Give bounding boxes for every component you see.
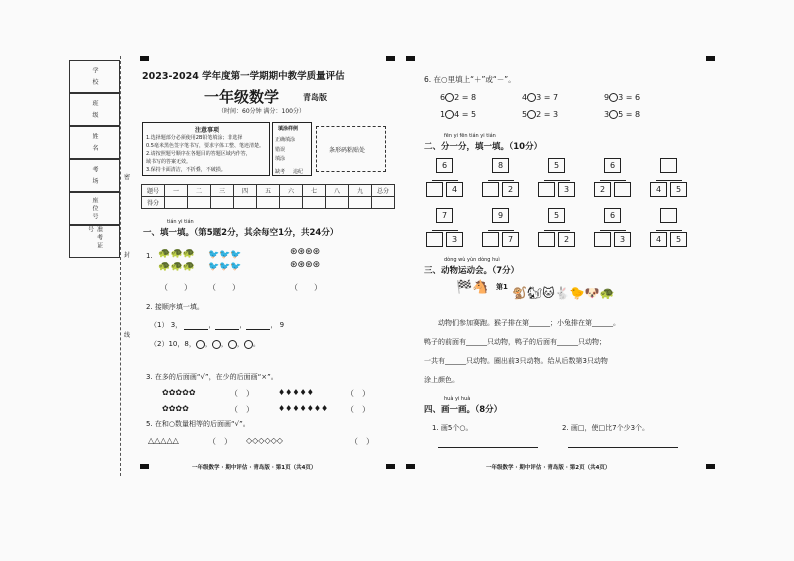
- split-right-box: 3: [614, 232, 631, 247]
- table-header-cell: 一: [165, 185, 188, 197]
- section-3-title: 三、动物运动会。（7分）: [424, 266, 520, 276]
- split-right-box: 2: [558, 232, 575, 247]
- split-connector: [656, 180, 682, 181]
- table-header-cell: 三: [211, 185, 234, 197]
- notice-box: [142, 122, 270, 176]
- sidebar-field-name: 姓 名: [69, 126, 120, 159]
- bird-picture-icon: 🐦🐦🐦: [208, 250, 242, 260]
- table-header-cell: 八: [326, 185, 349, 197]
- violation-label: 违纪: [293, 169, 304, 175]
- sidebar-field-seat: 座位号: [69, 192, 120, 225]
- operator-circle[interactable]: [527, 93, 536, 102]
- notice-line: 2.请按照题号顺序在各题目的答题区域内作答，: [146, 151, 251, 157]
- question-6: 6. 在○里填上“＋”或“－”。: [424, 75, 516, 84]
- section-pinyin: huà yi huà: [444, 396, 471, 402]
- split-right-box: 5: [670, 182, 687, 197]
- answer-blank[interactable]: （ ）: [230, 389, 254, 398]
- score-cell[interactable]: [234, 197, 257, 209]
- section-pinyin: dòng wù yùn dòng huì: [444, 257, 500, 263]
- sidebar-field-exam-id: 准考证号: [69, 225, 120, 258]
- sidebar-field-class: 班 级: [69, 93, 120, 126]
- table-header-cell: 九: [349, 185, 372, 197]
- split-left-box[interactable]: [482, 182, 499, 197]
- answer-circle[interactable]: [196, 340, 205, 349]
- race-animals-picture-icon: 🏁🐴: [456, 280, 489, 295]
- split-connector: [432, 180, 458, 181]
- operator-circle[interactable]: [445, 93, 454, 102]
- split-left-box[interactable]: [594, 232, 611, 247]
- notice-line: 域书写的答案无效。: [146, 159, 192, 165]
- answer-blank[interactable]: （ ）: [208, 283, 240, 292]
- flower-picture-icon: ✿✿✿✿: [162, 404, 189, 413]
- split-right-box: 3: [558, 182, 575, 197]
- registration-mark: [406, 56, 415, 61]
- score-cell[interactable]: [257, 197, 280, 209]
- split-top-box: 8: [492, 158, 509, 173]
- question-4-2: 2. 画□，使□比7个少3个。: [562, 424, 650, 432]
- score-cell[interactable]: [188, 197, 211, 209]
- seal-char: 线: [124, 332, 131, 339]
- barcode-label: 条形码粘贴处: [329, 147, 366, 154]
- split-top-box: 5: [548, 158, 565, 173]
- split-top-box: 6: [604, 158, 621, 173]
- split-connector: [432, 230, 458, 231]
- split-right-box[interactable]: [614, 182, 631, 197]
- answer-line[interactable]: [246, 322, 270, 330]
- split-top-box: 9: [492, 208, 509, 223]
- split-top-box[interactable]: [660, 208, 677, 223]
- table-header-cell: 四: [234, 185, 257, 197]
- registration-mark: [386, 464, 395, 469]
- split-right-box: 2: [502, 182, 519, 197]
- split-left-box[interactable]: [538, 232, 555, 247]
- split-left-box[interactable]: [426, 182, 443, 197]
- split-left-box: 4: [650, 232, 667, 247]
- score-cell[interactable]: [372, 197, 395, 209]
- section-pinyin: fēn yi fēn tián yi tián: [444, 133, 496, 139]
- q2-value: 9: [279, 321, 285, 329]
- registration-mark: [706, 56, 715, 61]
- missing-label: 缺考: [275, 169, 286, 175]
- table-row: [142, 197, 395, 209]
- abacus-picture-icon: ⊛⊛⊛⊛: [290, 247, 321, 257]
- seal-char: 封: [124, 252, 131, 259]
- notice-line: 0.5毫米黑色签字笔书写，要求字体工整、笔迹清楚。: [146, 143, 264, 149]
- score-cell[interactable]: [165, 197, 188, 209]
- fill-sample-title: 填涂样例: [278, 126, 299, 132]
- equation: 1 4 = 5: [440, 110, 477, 119]
- table-header-cell: 六: [280, 185, 303, 197]
- fill-sample-row: 正确填涂: [275, 137, 296, 143]
- split-top-box: 6: [436, 158, 453, 173]
- table-row-label: 得分: [142, 197, 165, 209]
- answer-line[interactable]: [215, 322, 239, 330]
- answer-blank[interactable]: （ ）: [160, 283, 192, 292]
- question-number: 1.: [146, 252, 153, 260]
- operator-circle[interactable]: [609, 110, 618, 119]
- split-top-box: 5: [548, 208, 565, 223]
- split-left-box[interactable]: [426, 232, 443, 247]
- split-top-box: 7: [436, 208, 453, 223]
- race-animals-picture-icon: 🐒🐿🐱🐇🐤🐶🐢: [512, 286, 615, 300]
- table-header-cell: 二: [188, 185, 211, 197]
- registration-mark: [386, 56, 395, 61]
- section-3-line: 鸭子的前面有______只动物，鸭子的后面有______只动物；: [424, 338, 606, 346]
- sidebar-field-school: 学 校: [69, 60, 120, 93]
- answer-circle[interactable]: [228, 340, 237, 349]
- drop-picture-icon: ♦♦♦♦♦: [278, 388, 314, 397]
- split-connector: [488, 230, 514, 231]
- table-header-cell: 七: [303, 185, 326, 197]
- answer-blank[interactable]: （ ）: [350, 437, 374, 446]
- question-4-1: 1. 画5个○。: [432, 424, 473, 432]
- answer-blank[interactable]: （ ）: [208, 437, 232, 446]
- operator-circle[interactable]: [527, 110, 536, 119]
- answer-blank[interactable]: （ ）: [230, 405, 254, 414]
- subject-title: 一年级数学: [204, 88, 280, 106]
- first-place-label: 第1: [496, 283, 508, 291]
- split-connector: [600, 180, 626, 181]
- flower-picture-icon: ✿✿✿✿✿: [162, 388, 196, 397]
- exam-header-title: 2023-2024 学年度第一学期期中教学质量评估: [142, 71, 345, 82]
- q2-row-2: （2）10，8， ， ， ， 。: [150, 340, 260, 348]
- drop-picture-icon: ♦♦♦♦♦♦♦: [278, 404, 329, 413]
- split-left-box[interactable]: [538, 182, 555, 197]
- time-score: （时间：60分钟 满分：100分）: [218, 108, 305, 115]
- section-4-title: 四、画一画。（8分）: [424, 405, 503, 415]
- score-cell[interactable]: [280, 197, 303, 209]
- q2-row-1: （1） 3， ， ， ， 9: [150, 321, 285, 329]
- score-cell[interactable]: [211, 197, 234, 209]
- table-header-cell: 总分: [372, 185, 395, 197]
- split-top-box: 6: [604, 208, 621, 223]
- q2-label: （1）: [150, 321, 169, 329]
- split-connector: [600, 230, 626, 231]
- sidebar-field-room: 考 场: [69, 159, 120, 192]
- split-right-box: 7: [502, 232, 519, 247]
- answer-circle[interactable]: [244, 340, 253, 349]
- table-row: [142, 185, 395, 197]
- registration-mark: [406, 464, 415, 469]
- bird-picture-icon: 🐦🐦🐦: [208, 262, 242, 272]
- section-3-line: 一共有______只动物。圈出前3只动物。给从后数第3只动物: [424, 357, 608, 365]
- turtle-picture-icon: 🐢🐢🐢: [158, 248, 196, 259]
- split-right-box: 3: [446, 232, 463, 247]
- section-pinyin: tián yi tián: [167, 219, 194, 225]
- split-left-box: 4: [650, 182, 667, 197]
- question-2: 2. 接顺序填一填。: [146, 303, 204, 311]
- answer-line[interactable]: [184, 322, 208, 330]
- split-connector: [544, 230, 570, 231]
- abacus-picture-icon: ⊛⊛⊛⊛: [290, 260, 321, 270]
- answer-blank[interactable]: （ ）: [346, 389, 370, 398]
- answer-circle[interactable]: [212, 340, 221, 349]
- split-top-box[interactable]: [660, 158, 677, 173]
- equation: 9 3 = 6: [604, 93, 641, 102]
- split-right-box: 4: [446, 182, 463, 197]
- diamond-picture-icon: ◇◇◇◇◇◇: [246, 436, 283, 445]
- question-5: 5. 在和○数量相等的后面画“√”。: [146, 420, 250, 428]
- turtle-picture-icon: 🐢🐢🐢: [158, 261, 196, 272]
- cut-line: [120, 56, 121, 476]
- split-left-box: 2: [594, 182, 611, 197]
- score-cell[interactable]: [349, 197, 372, 209]
- table-header-cell: 题号: [142, 185, 165, 197]
- answer-blank[interactable]: （ ）: [346, 405, 370, 414]
- registration-mark: [140, 464, 149, 469]
- score-table: [141, 184, 395, 209]
- registration-mark: [706, 464, 715, 469]
- equation: 5 2 = 3: [522, 110, 559, 119]
- page-footer: 一年级数学 · 期中评估 · 青岛版 · 第1页（共4页）: [192, 465, 317, 471]
- split-connector: [544, 180, 570, 181]
- barcode-area: [316, 126, 386, 172]
- split-connector: [488, 180, 514, 181]
- fill-sample-box: [272, 122, 312, 176]
- score-cell[interactable]: [326, 197, 349, 209]
- q2-label: （2）10，8，: [150, 340, 196, 348]
- section-2-title: 二、分一分，填一填。（10分）: [424, 142, 543, 152]
- equation: 4 3 = 7: [522, 93, 559, 102]
- q2-value: 3，: [170, 321, 183, 329]
- equation: 6 2 = 8: [440, 93, 477, 102]
- drawing-line[interactable]: [568, 447, 678, 448]
- drawing-line[interactable]: [438, 447, 538, 448]
- section-3-line: 动物们参加赛跑。猴子排在第______；小兔排在第______。: [438, 319, 620, 327]
- fill-sample-row: 错误: [275, 147, 286, 153]
- score-cell[interactable]: [303, 197, 326, 209]
- fill-sample-row: 填涂: [275, 156, 286, 162]
- split-connector: [656, 230, 682, 231]
- notice-title: 注意事项: [195, 127, 220, 134]
- equation: 3 5 = 8: [604, 110, 641, 119]
- split-left-box[interactable]: [482, 232, 499, 247]
- triangle-picture-icon: △△△△△: [148, 436, 179, 445]
- split-right-box: 5: [670, 232, 687, 247]
- notice-line: 3.保持卡面清洁，不折叠，不破损。: [146, 167, 226, 173]
- answer-blank[interactable]: （ ）: [290, 283, 322, 292]
- edition-label: 青岛版: [303, 93, 327, 102]
- registration-mark: [140, 56, 149, 61]
- operator-circle[interactable]: [609, 93, 618, 102]
- table-header-cell: 五: [257, 185, 280, 197]
- operator-circle[interactable]: [445, 110, 454, 119]
- section-1-title: 一、填一填。（第5题2分，其余每空1分，共24分）: [143, 228, 339, 238]
- section-3-line: 涂上颜色。: [424, 376, 459, 384]
- notice-line: 1.选择题部分必须使用2B铅笔填涂；非选择: [146, 135, 243, 141]
- question-3: 3. 在多的后面画“√”，在少的后面画“×”。: [146, 373, 278, 381]
- seal-char: 密: [124, 174, 131, 181]
- page-footer: 一年级数学 · 期中评估 · 青岛版 · 第2页（共4页）: [486, 465, 611, 471]
